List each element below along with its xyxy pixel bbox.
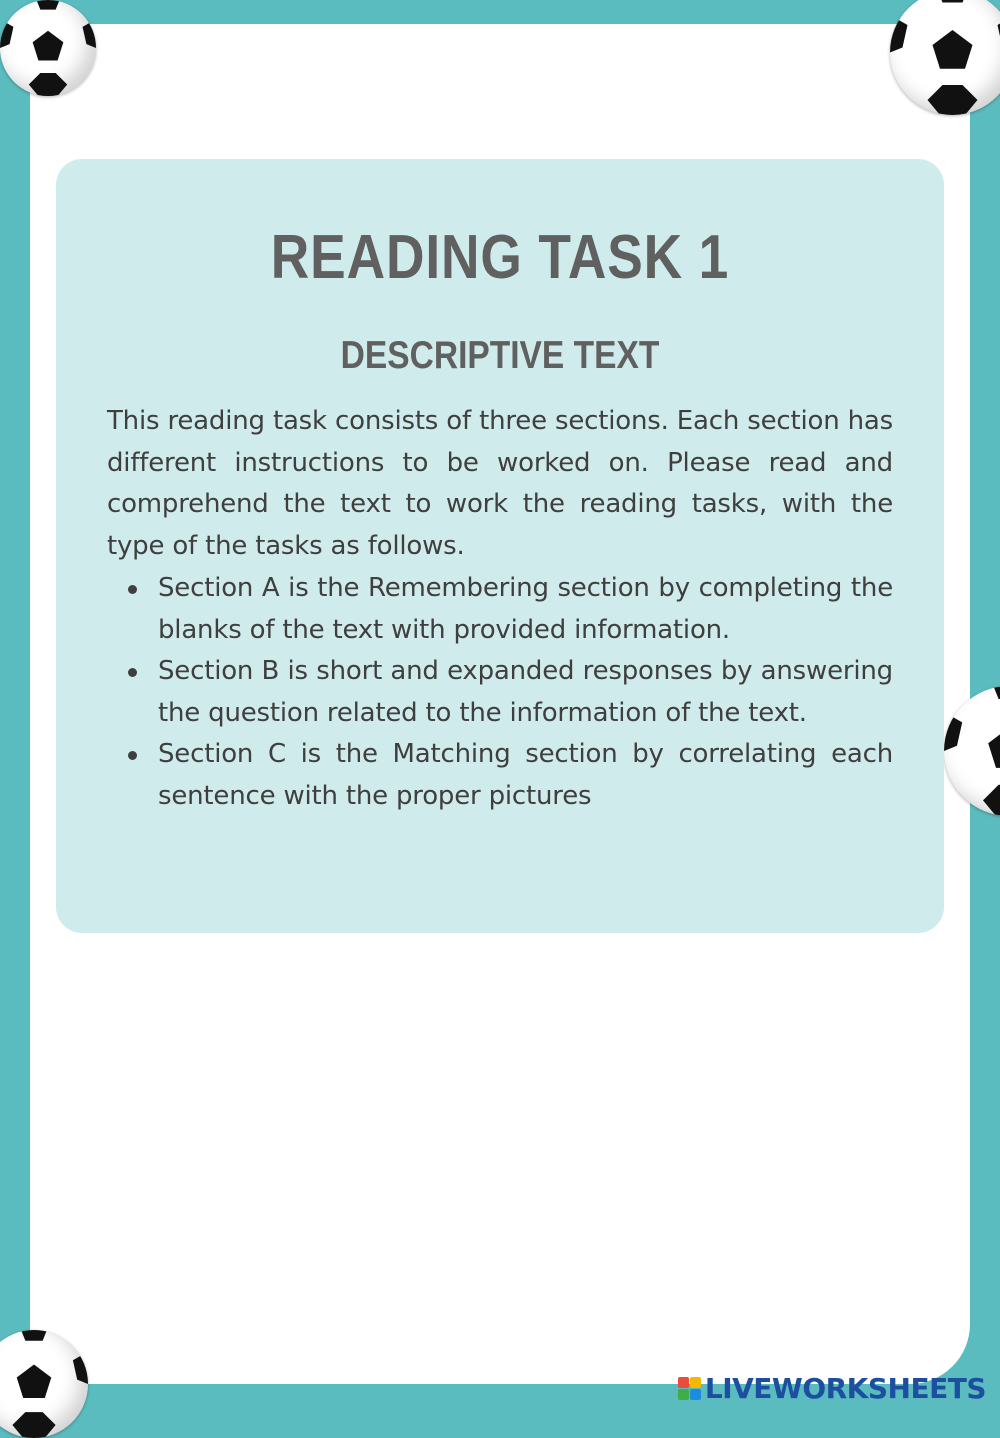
- brand-name: LIVEWORKSHEETS: [705, 1372, 986, 1405]
- soccer-ball-icon: [890, 0, 1000, 115]
- bullet-icon: [128, 668, 137, 677]
- soccer-ball-icon: [0, 1330, 88, 1438]
- liveworksheets-brand[interactable]: [678, 1372, 986, 1405]
- soccer-ball-icon: [0, 0, 96, 96]
- list-item: [107, 651, 893, 734]
- list-item: [107, 734, 893, 817]
- section-a-text: Section A is the Remembering section by completing the blanks of the text with provided information.: [158, 573, 893, 645]
- liveworksheets-logo-icon: [678, 1377, 701, 1400]
- sections-list: [107, 568, 893, 817]
- soccer-ball-icon: [944, 686, 1000, 816]
- section-b-text: Section B is short and expanded responses by answering the question related to the information of the text.: [158, 656, 893, 728]
- section-c-text: Section C is the Matching section by correlating each sentence with the proper pictures: [158, 739, 893, 811]
- bullet-icon: [128, 751, 137, 760]
- page-subtitle: DESCRIPTIVE TEXT: [70, 334, 930, 378]
- intro-paragraph: This reading task consists of three sections. Each section has different instructions to be worked on. Please read and comprehend the text to work the reading tasks, with the type of the tasks as follows.: [107, 401, 893, 567]
- page-title: READING TASK 1: [70, 222, 930, 293]
- list-item: [107, 568, 893, 651]
- bullet-icon: [128, 585, 137, 594]
